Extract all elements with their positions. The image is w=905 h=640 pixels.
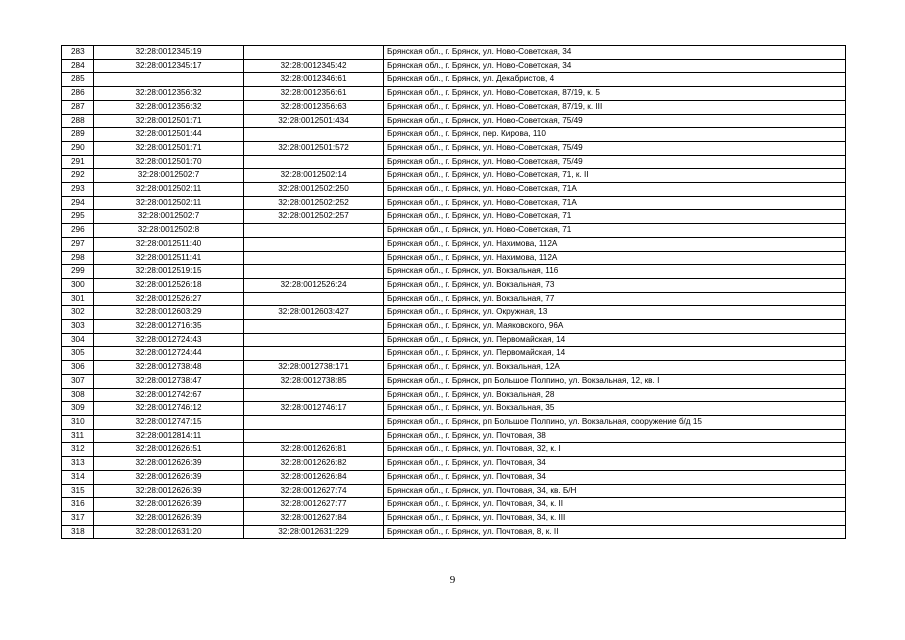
table-row <box>62 374 846 388</box>
address-cell: Брянская обл., г. Брянск, ул. Ново-Советская, 34 <box>384 59 846 73</box>
object-cadastral-number-cell <box>244 415 384 429</box>
registry-table <box>61 45 846 539</box>
address-cell: Брянская обл., г. Брянск, ул. Маяковского, 96А <box>384 320 846 334</box>
row-number-cell: 308 <box>62 388 94 402</box>
cadastral-number-cell: 32:28:0012502:7 <box>94 169 244 183</box>
object-cadastral-number-cell: 32:28:0012603:427 <box>244 306 384 320</box>
row-number-cell: 304 <box>62 333 94 347</box>
table-row <box>62 402 846 416</box>
table-row <box>62 457 846 471</box>
address-cell: Брянская обл., г. Брянск, пер. Кирова, 110 <box>384 128 846 142</box>
object-cadastral-number-cell: 32:28:0012526:24 <box>244 278 384 292</box>
row-number-cell: 297 <box>62 237 94 251</box>
table-row <box>62 320 846 334</box>
table-row <box>62 415 846 429</box>
row-number-cell: 312 <box>62 443 94 457</box>
table-row <box>62 237 846 251</box>
address-cell: Брянская обл., г. Брянск, ул. Ново-Советская, 71 <box>384 224 846 238</box>
object-cadastral-number-cell <box>244 292 384 306</box>
row-number-cell: 306 <box>62 361 94 375</box>
table-row <box>62 361 846 375</box>
address-cell: Брянская обл., г. Брянск, ул. Почтовая, 34, к. II <box>384 498 846 512</box>
table-row <box>62 265 846 279</box>
address-cell: Брянская обл., г. Брянск, ул. Нахимова, 112А <box>384 237 846 251</box>
object-cadastral-number-cell <box>244 429 384 443</box>
cadastral-number-cell: 32:28:0012501:71 <box>94 141 244 155</box>
table-row <box>62 73 846 87</box>
address-cell: Брянская обл., г. Брянск, ул. Ново-Советская, 71А <box>384 183 846 197</box>
row-number-cell: 310 <box>62 415 94 429</box>
table-row <box>62 306 846 320</box>
row-number-cell: 289 <box>62 128 94 142</box>
table-row <box>62 224 846 238</box>
object-cadastral-number-cell <box>244 155 384 169</box>
object-cadastral-number-cell: 32:28:0012356:61 <box>244 87 384 101</box>
row-number-cell: 285 <box>62 73 94 87</box>
table-row <box>62 169 846 183</box>
object-cadastral-number-cell: 32:28:0012626:82 <box>244 457 384 471</box>
address-cell: Брянская обл., г. Брянск, ул. Ново-Советская, 71, к. II <box>384 169 846 183</box>
table-row <box>62 251 846 265</box>
table-row <box>62 292 846 306</box>
object-cadastral-number-cell: 32:28:0012501:434 <box>244 114 384 128</box>
object-cadastral-number-cell: 32:28:0012502:250 <box>244 183 384 197</box>
address-cell: Брянская обл., г. Брянск, ул. Ново-Советская, 87/19, к. III <box>384 100 846 114</box>
table-row <box>62 333 846 347</box>
object-cadastral-number-cell: 32:28:0012627:77 <box>244 498 384 512</box>
address-cell: Брянская обл., г. Брянск, ул. Вокзальная, 73 <box>384 278 846 292</box>
object-cadastral-number-cell: 32:28:0012502:14 <box>244 169 384 183</box>
address-cell: Брянская обл., г. Брянск, рп Большое Полпино, ул. Вокзальная, 12, кв. I <box>384 374 846 388</box>
address-cell: Брянская обл., г. Брянск, ул. Почтовая, 34 <box>384 470 846 484</box>
address-cell: Брянская обл., г. Брянск, рп Большое Полпино, ул. Вокзальная, сооружение б/д 15 <box>384 415 846 429</box>
cadastral-number-cell: 32:28:0012356:32 <box>94 87 244 101</box>
row-number-cell: 295 <box>62 210 94 224</box>
row-number-cell: 301 <box>62 292 94 306</box>
address-cell: Брянская обл., г. Брянск, ул. Почтовая, 34, кв. Б/Н <box>384 484 846 498</box>
address-cell: Брянская обл., г. Брянск, ул. Почтовая, 32, к. I <box>384 443 846 457</box>
address-cell: Брянская обл., г. Брянск, ул. Окружная, 13 <box>384 306 846 320</box>
table-row <box>62 155 846 169</box>
table-row <box>62 100 846 114</box>
table-row <box>62 196 846 210</box>
cadastral-number-cell <box>94 73 244 87</box>
address-cell: Брянская обл., г. Брянск, ул. Вокзальная, 12А <box>384 361 846 375</box>
cadastral-number-cell: 32:28:0012501:71 <box>94 114 244 128</box>
object-cadastral-number-cell: 32:28:0012346:61 <box>244 73 384 87</box>
page-number: 9 <box>449 574 456 586</box>
address-cell: Брянская обл., г. Брянск, ул. Вокзальная, 77 <box>384 292 846 306</box>
row-number-cell: 294 <box>62 196 94 210</box>
cadastral-number-cell: 32:28:0012742:67 <box>94 388 244 402</box>
table-row <box>62 114 846 128</box>
cadastral-number-cell: 32:28:0012502:11 <box>94 196 244 210</box>
table-row <box>62 443 846 457</box>
cadastral-number-cell: 32:28:0012716:35 <box>94 320 244 334</box>
address-cell: Брянская обл., г. Брянск, ул. Первомайская, 14 <box>384 333 846 347</box>
address-cell: Брянская обл., г. Брянск, ул. Декабристов, 4 <box>384 73 846 87</box>
address-cell: Брянская обл., г. Брянск, ул. Вокзальная, 116 <box>384 265 846 279</box>
cadastral-number-cell: 32:28:0012526:18 <box>94 278 244 292</box>
row-number-cell: 288 <box>62 114 94 128</box>
cadastral-number-cell: 32:28:0012626:39 <box>94 484 244 498</box>
address-cell: Брянская обл., г. Брянск, ул. Первомайская, 14 <box>384 347 846 361</box>
cadastral-number-cell: 32:28:0012738:47 <box>94 374 244 388</box>
table-row <box>62 59 846 73</box>
cadastral-number-cell: 32:28:0012626:51 <box>94 443 244 457</box>
object-cadastral-number-cell <box>244 128 384 142</box>
object-cadastral-number-cell <box>244 224 384 238</box>
address-cell: Брянская обл., г. Брянск, ул. Нахимова, 112А <box>384 251 846 265</box>
object-cadastral-number-cell: 32:28:0012626:84 <box>244 470 384 484</box>
row-number-cell: 315 <box>62 484 94 498</box>
object-cadastral-number-cell <box>244 251 384 265</box>
table-row <box>62 388 846 402</box>
cadastral-number-cell: 32:28:0012511:40 <box>94 237 244 251</box>
table-row <box>62 278 846 292</box>
row-number-cell: 316 <box>62 498 94 512</box>
object-cadastral-number-cell: 32:28:0012746:17 <box>244 402 384 416</box>
row-number-cell: 318 <box>62 525 94 539</box>
table-row <box>62 470 846 484</box>
object-cadastral-number-cell: 32:28:0012631:229 <box>244 525 384 539</box>
cadastral-number-cell: 32:28:0012526:27 <box>94 292 244 306</box>
cadastral-number-cell: 32:28:0012511:41 <box>94 251 244 265</box>
cadastral-number-cell: 32:28:0012626:39 <box>94 498 244 512</box>
cadastral-number-cell: 32:28:0012519:15 <box>94 265 244 279</box>
address-cell: Брянская обл., г. Брянск, ул. Почтовая, 8, к. II <box>384 525 846 539</box>
cadastral-number-cell: 32:28:0012603:29 <box>94 306 244 320</box>
object-cadastral-number-cell <box>244 333 384 347</box>
cadastral-number-cell: 32:28:0012724:44 <box>94 347 244 361</box>
row-number-cell: 291 <box>62 155 94 169</box>
row-number-cell: 305 <box>62 347 94 361</box>
object-cadastral-number-cell: 32:28:0012627:84 <box>244 511 384 525</box>
table-row <box>62 183 846 197</box>
cadastral-number-cell: 32:28:0012502:8 <box>94 224 244 238</box>
cadastral-number-cell: 32:28:0012747:15 <box>94 415 244 429</box>
row-number-cell: 293 <box>62 183 94 197</box>
table-row <box>62 87 846 101</box>
row-number-cell: 317 <box>62 511 94 525</box>
address-cell: Брянская обл., г. Брянск, ул. Вокзальная, 28 <box>384 388 846 402</box>
row-number-cell: 309 <box>62 402 94 416</box>
object-cadastral-number-cell <box>244 265 384 279</box>
cadastral-number-cell: 32:28:0012724:43 <box>94 333 244 347</box>
row-number-cell: 313 <box>62 457 94 471</box>
object-cadastral-number-cell <box>244 237 384 251</box>
object-cadastral-number-cell: 32:28:0012345:42 <box>244 59 384 73</box>
object-cadastral-number-cell <box>244 388 384 402</box>
object-cadastral-number-cell <box>244 347 384 361</box>
cadastral-number-cell: 32:28:0012502:11 <box>94 183 244 197</box>
cadastral-number-cell: 32:28:0012345:19 <box>94 46 244 60</box>
cadastral-number-cell: 32:28:0012502:7 <box>94 210 244 224</box>
row-number-cell: 290 <box>62 141 94 155</box>
table-row <box>62 525 846 539</box>
row-number-cell: 303 <box>62 320 94 334</box>
address-cell: Брянская обл., г. Брянск, ул. Ново-Советская, 34 <box>384 46 846 60</box>
address-cell: Брянская обл., г. Брянск, ул. Вокзальная, 35 <box>384 402 846 416</box>
table-row <box>62 46 846 60</box>
cadastral-number-cell: 32:28:0012738:48 <box>94 361 244 375</box>
object-cadastral-number-cell: 32:28:0012501:572 <box>244 141 384 155</box>
cadastral-number-cell: 32:28:0012814:11 <box>94 429 244 443</box>
cadastral-number-cell: 32:28:0012356:32 <box>94 100 244 114</box>
object-cadastral-number-cell: 32:28:0012502:252 <box>244 196 384 210</box>
row-number-cell: 299 <box>62 265 94 279</box>
registry-table-body <box>62 46 846 539</box>
address-cell: Брянская обл., г. Брянск, ул. Ново-Советская, 75/49 <box>384 141 846 155</box>
object-cadastral-number-cell <box>244 46 384 60</box>
row-number-cell: 298 <box>62 251 94 265</box>
object-cadastral-number-cell: 32:28:0012738:85 <box>244 374 384 388</box>
table-row <box>62 484 846 498</box>
row-number-cell: 292 <box>62 169 94 183</box>
table-row <box>62 141 846 155</box>
row-number-cell: 283 <box>62 46 94 60</box>
cadastral-number-cell: 32:28:0012626:39 <box>94 470 244 484</box>
address-cell: Брянская обл., г. Брянск, ул. Ново-Советская, 75/49 <box>384 155 846 169</box>
cadastral-number-cell: 32:28:0012631:20 <box>94 525 244 539</box>
row-number-cell: 287 <box>62 100 94 114</box>
cadastral-number-cell: 32:28:0012345:17 <box>94 59 244 73</box>
row-number-cell: 314 <box>62 470 94 484</box>
cadastral-number-cell: 32:28:0012626:39 <box>94 457 244 471</box>
object-cadastral-number-cell <box>244 320 384 334</box>
object-cadastral-number-cell: 32:28:0012356:63 <box>244 100 384 114</box>
address-cell: Брянская обл., г. Брянск, ул. Почтовая, 38 <box>384 429 846 443</box>
address-cell: Брянская обл., г. Брянск, ул. Почтовая, 34, к. III <box>384 511 846 525</box>
cadastral-number-cell: 32:28:0012746:12 <box>94 402 244 416</box>
object-cadastral-number-cell: 32:28:0012502:257 <box>244 210 384 224</box>
address-cell: Брянская обл., г. Брянск, ул. Ново-Советская, 71А <box>384 196 846 210</box>
address-cell: Брянская обл., г. Брянск, ул. Ново-Советская, 75/49 <box>384 114 846 128</box>
object-cadastral-number-cell: 32:28:0012627:74 <box>244 484 384 498</box>
object-cadastral-number-cell: 32:28:0012738:171 <box>244 361 384 375</box>
address-cell: Брянская обл., г. Брянск, ул. Почтовая, 34 <box>384 457 846 471</box>
table-row <box>62 498 846 512</box>
cadastral-number-cell: 32:28:0012501:44 <box>94 128 244 142</box>
table-row <box>62 128 846 142</box>
row-number-cell: 296 <box>62 224 94 238</box>
row-number-cell: 311 <box>62 429 94 443</box>
table-row <box>62 347 846 361</box>
cadastral-number-cell: 32:28:0012626:39 <box>94 511 244 525</box>
row-number-cell: 307 <box>62 374 94 388</box>
address-cell: Брянская обл., г. Брянск, ул. Ново-Советская, 71 <box>384 210 846 224</box>
table-row <box>62 511 846 525</box>
table-row <box>62 429 846 443</box>
row-number-cell: 300 <box>62 278 94 292</box>
object-cadastral-number-cell: 32:28:0012626:81 <box>244 443 384 457</box>
row-number-cell: 284 <box>62 59 94 73</box>
cadastral-number-cell: 32:28:0012501:70 <box>94 155 244 169</box>
row-number-cell: 286 <box>62 87 94 101</box>
address-cell: Брянская обл., г. Брянск, ул. Ново-Советская, 87/19, к. 5 <box>384 87 846 101</box>
row-number-cell: 302 <box>62 306 94 320</box>
table-row <box>62 210 846 224</box>
